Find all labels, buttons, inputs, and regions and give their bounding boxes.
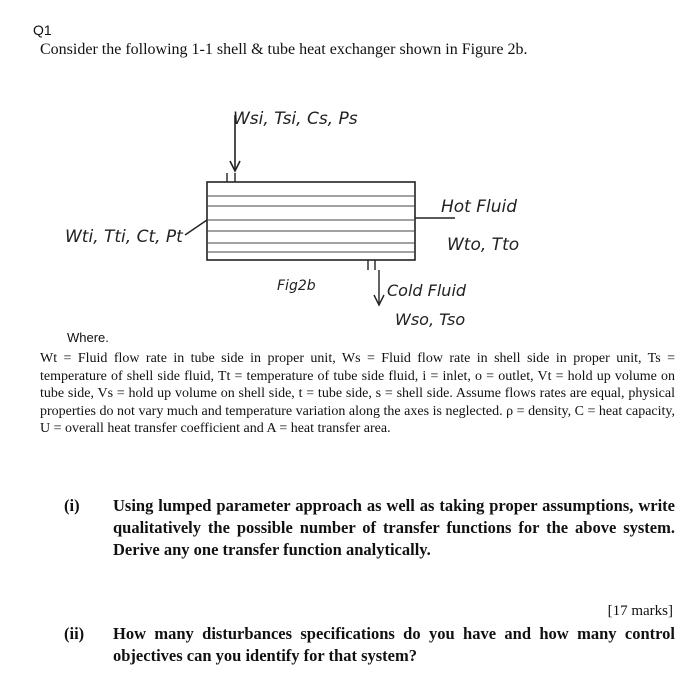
marks: [17 marks] [607,603,673,619]
part-i-number: (i) [64,496,80,515]
where-label: Where. [67,330,109,345]
part-i-text: Using lumped parameter approach as well as taking proper assumptions, write qualitatively the possible number of transfer functions for the above system. Derive any one transfer function analytically. [113,496,675,559]
part-ii-text: How many disturbances specifications do you have and how many control objectives can you identify for that system? [113,624,675,665]
question-label: Q1 [33,22,52,38]
exchanger-shell [207,182,415,260]
intro-text: Consider the following 1-1 shell & tube heat exchanger shown in Figure 2b. [40,41,528,58]
figure-caption: Fig2b [277,278,316,294]
hot-fluid-label: Hot Fluid [441,197,518,217]
part-ii-number: (ii) [64,624,85,643]
shell-inlet-label: Wsi, Tsi, Cs, Ps [233,109,358,129]
heat-exchanger-diagram [55,90,575,350]
cold-outlet-label: Wso, Tso [395,310,466,329]
definitions-text: Wt = Fluid flow rate in tube side in proper unit, Ws = Fluid flow rate in shell side in proper unit, Ts = temperature of shell side fluid, Tt = temperature of tube side fluid, i = inlet, o = outlet, Vt = hold up volume on tube side, Vs = hold up volume on shell side, t = tube side, s = shell side. Assume flows rates are equal, physical properties do not vary much and temperature variation along the axes is neglected. ρ = density, C = heat capacity, U = overall heat transfer coefficient and A = heat transfer area. [40,351,675,437]
tube-inlet-arrow [185,220,207,235]
tube-inlet-label: Wti, Tti, Ct, Pt [65,227,183,247]
hot-outlet-label: Wto, Tto [447,235,520,255]
cold-fluid-label: Cold Fluid [387,281,467,300]
